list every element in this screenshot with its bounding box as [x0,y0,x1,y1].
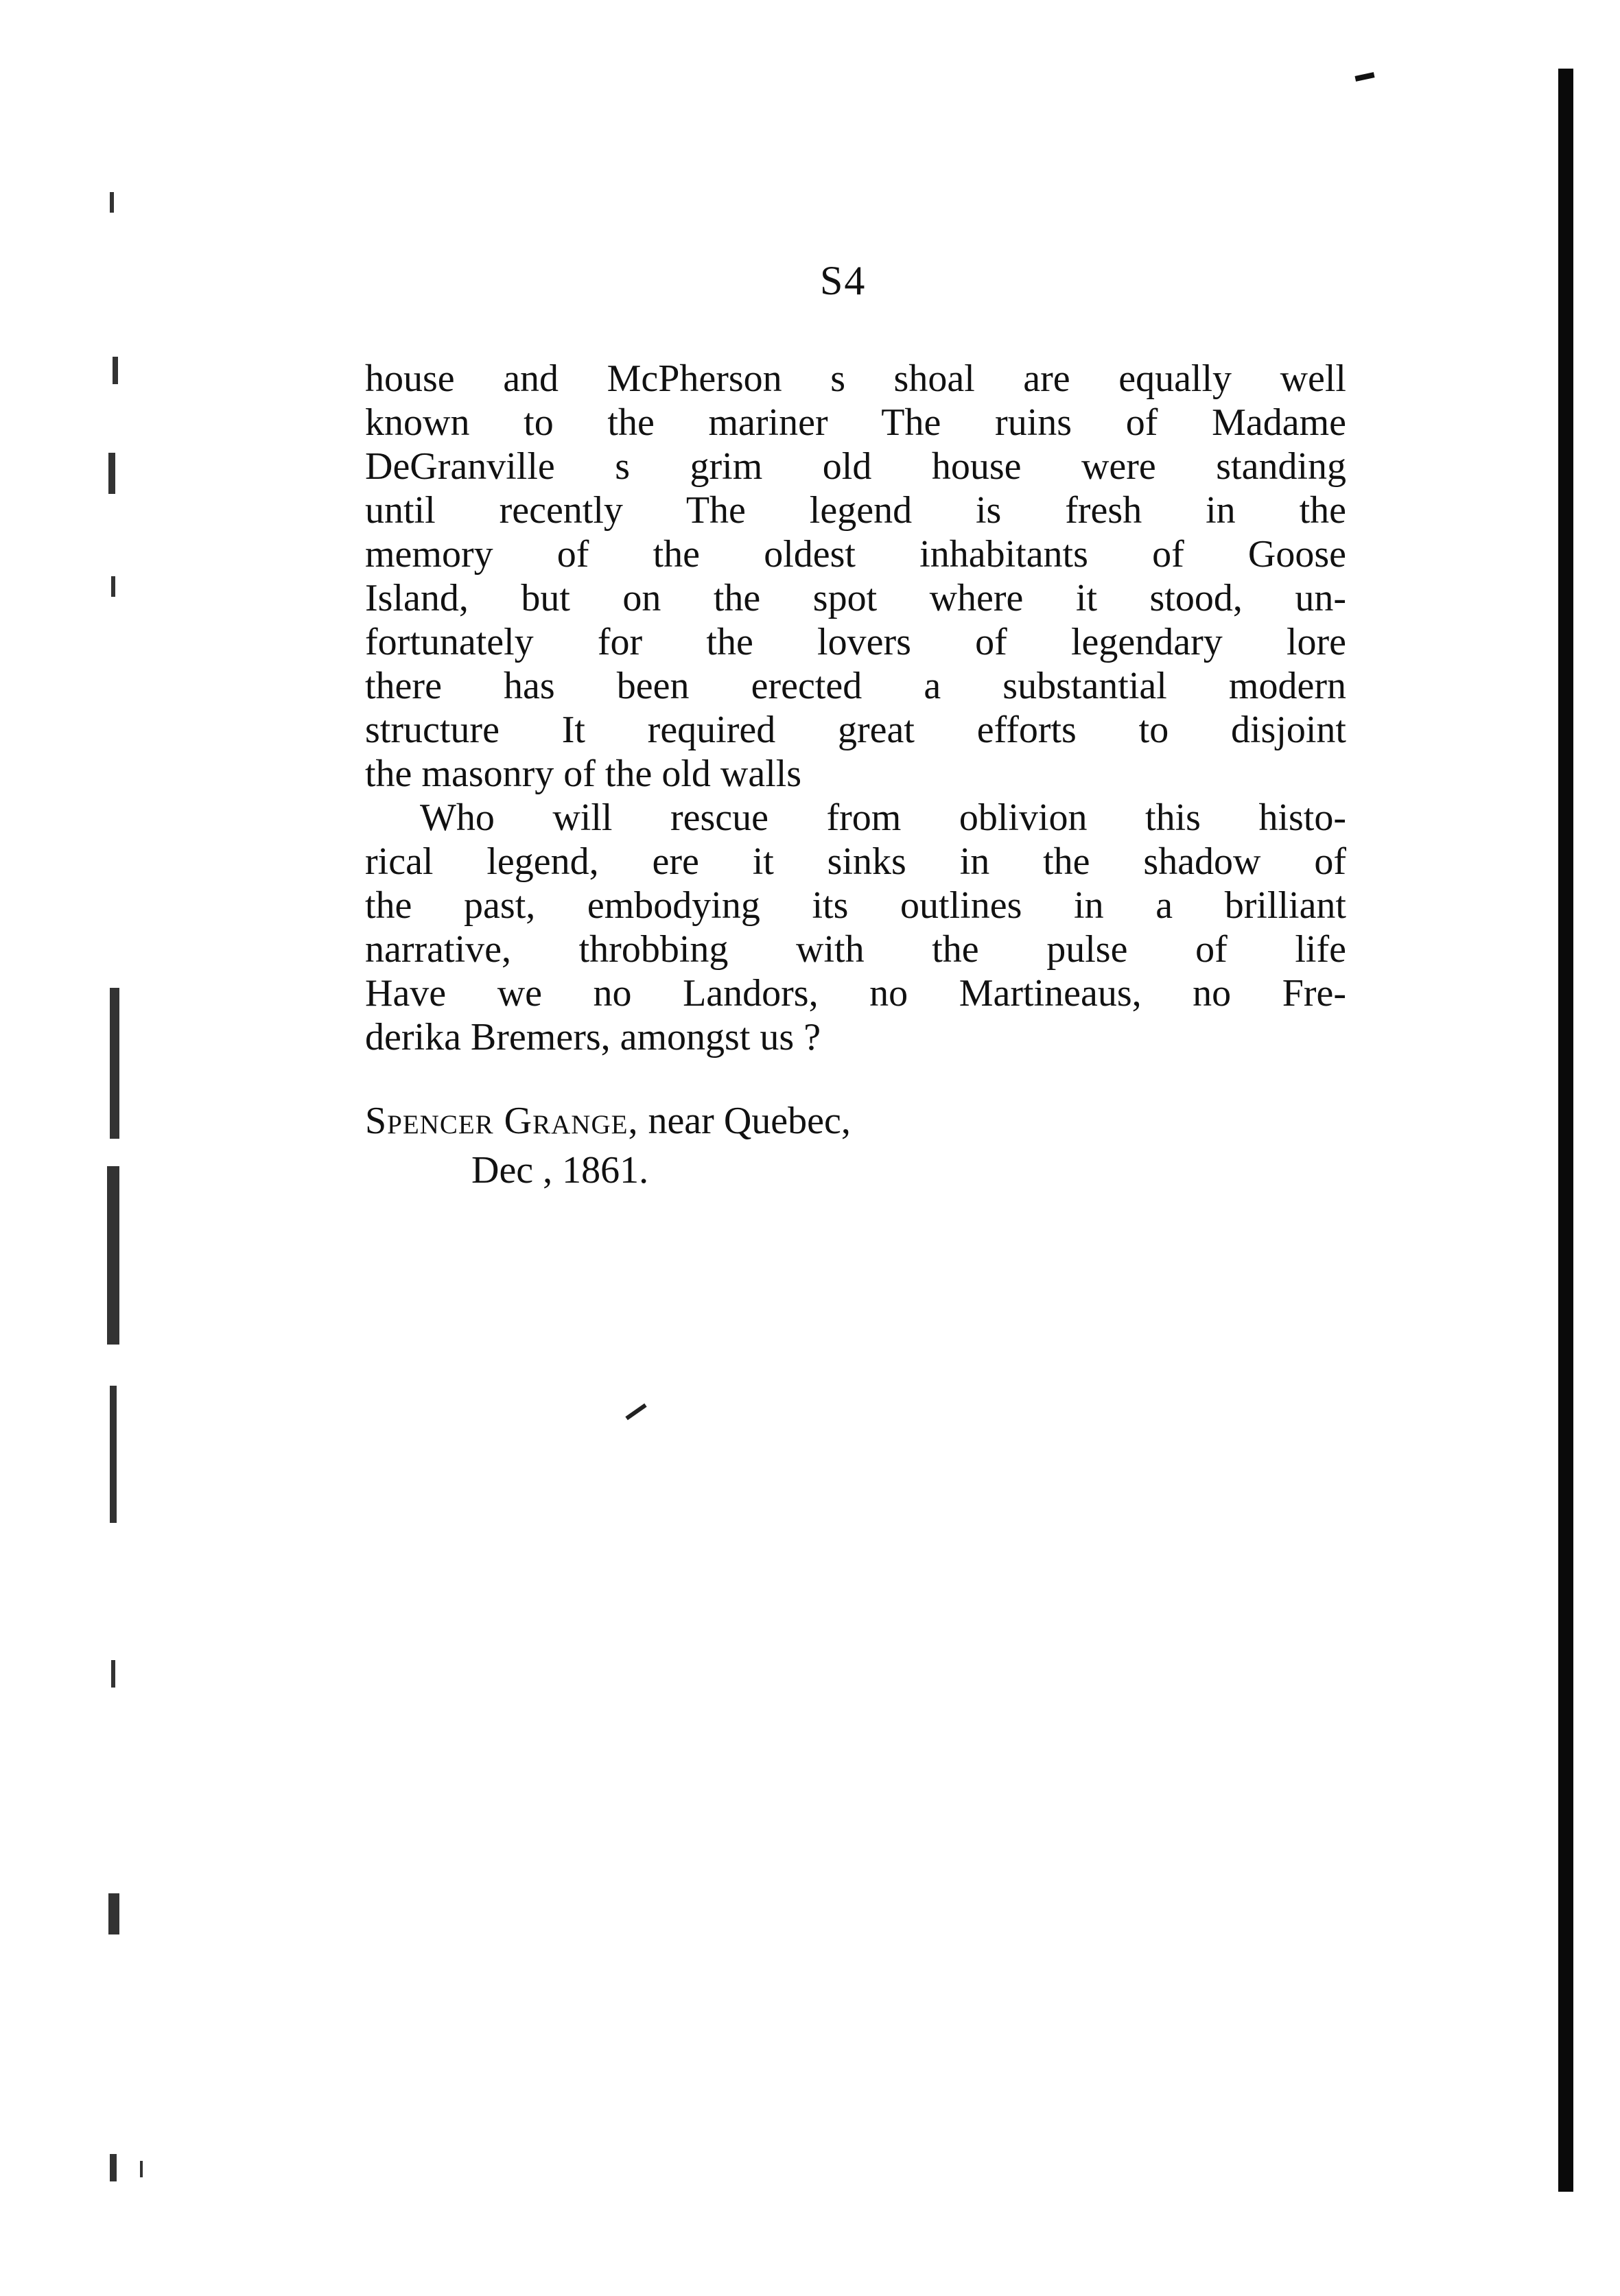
text-line: rical legend, ere it sinks in the shadow of [365,840,1346,883]
scan-mark [625,1404,646,1420]
text-line: fortunately for the lovers of legendary lore [365,621,1346,663]
text-line: until recently The legend is fresh in the [365,489,1346,532]
signature-place: near Quebec, [648,1100,851,1142]
signature-block [365,1096,851,1195]
text-line: narrative, throbbing with the pulse of life [365,928,1346,971]
text-line: DeGranville s grim old house were standing [365,445,1346,488]
body-text [365,357,1346,1059]
signature-date: Dec , 1861. [471,1149,649,1192]
page-number: S4 [820,258,867,303]
binding-edge-rule [1558,69,1573,2192]
text-line: derika Bremers, amongst us ? [365,1016,821,1058]
left-edge-scan-noise [89,96,144,2154]
text-line: there has been erected a substantial modern [365,665,1346,707]
text-line: Who will rescue from oblivion this histo- [420,796,1346,839]
text-line: the masonry of the old walls [365,753,802,795]
text-line: the past, embodying its outlines in a brilliant [365,884,1346,927]
scan-mark [1354,72,1374,82]
signature-name: Spencer Grange, [365,1100,639,1142]
text-line: structure It required great efforts to disjoint [365,709,1346,751]
text-line: house and McPherson s shoal are equally well [365,357,1346,400]
text-line: memory of the oldest inhabitants of Goose [365,533,1346,576]
text-line: Have we no Landors, no Martineaus, no Fre- [365,972,1346,1015]
text-line: known to the mariner The ruins of Madame [365,401,1346,444]
text-line: Island, but on the spot where it stood, un- [365,577,1346,619]
